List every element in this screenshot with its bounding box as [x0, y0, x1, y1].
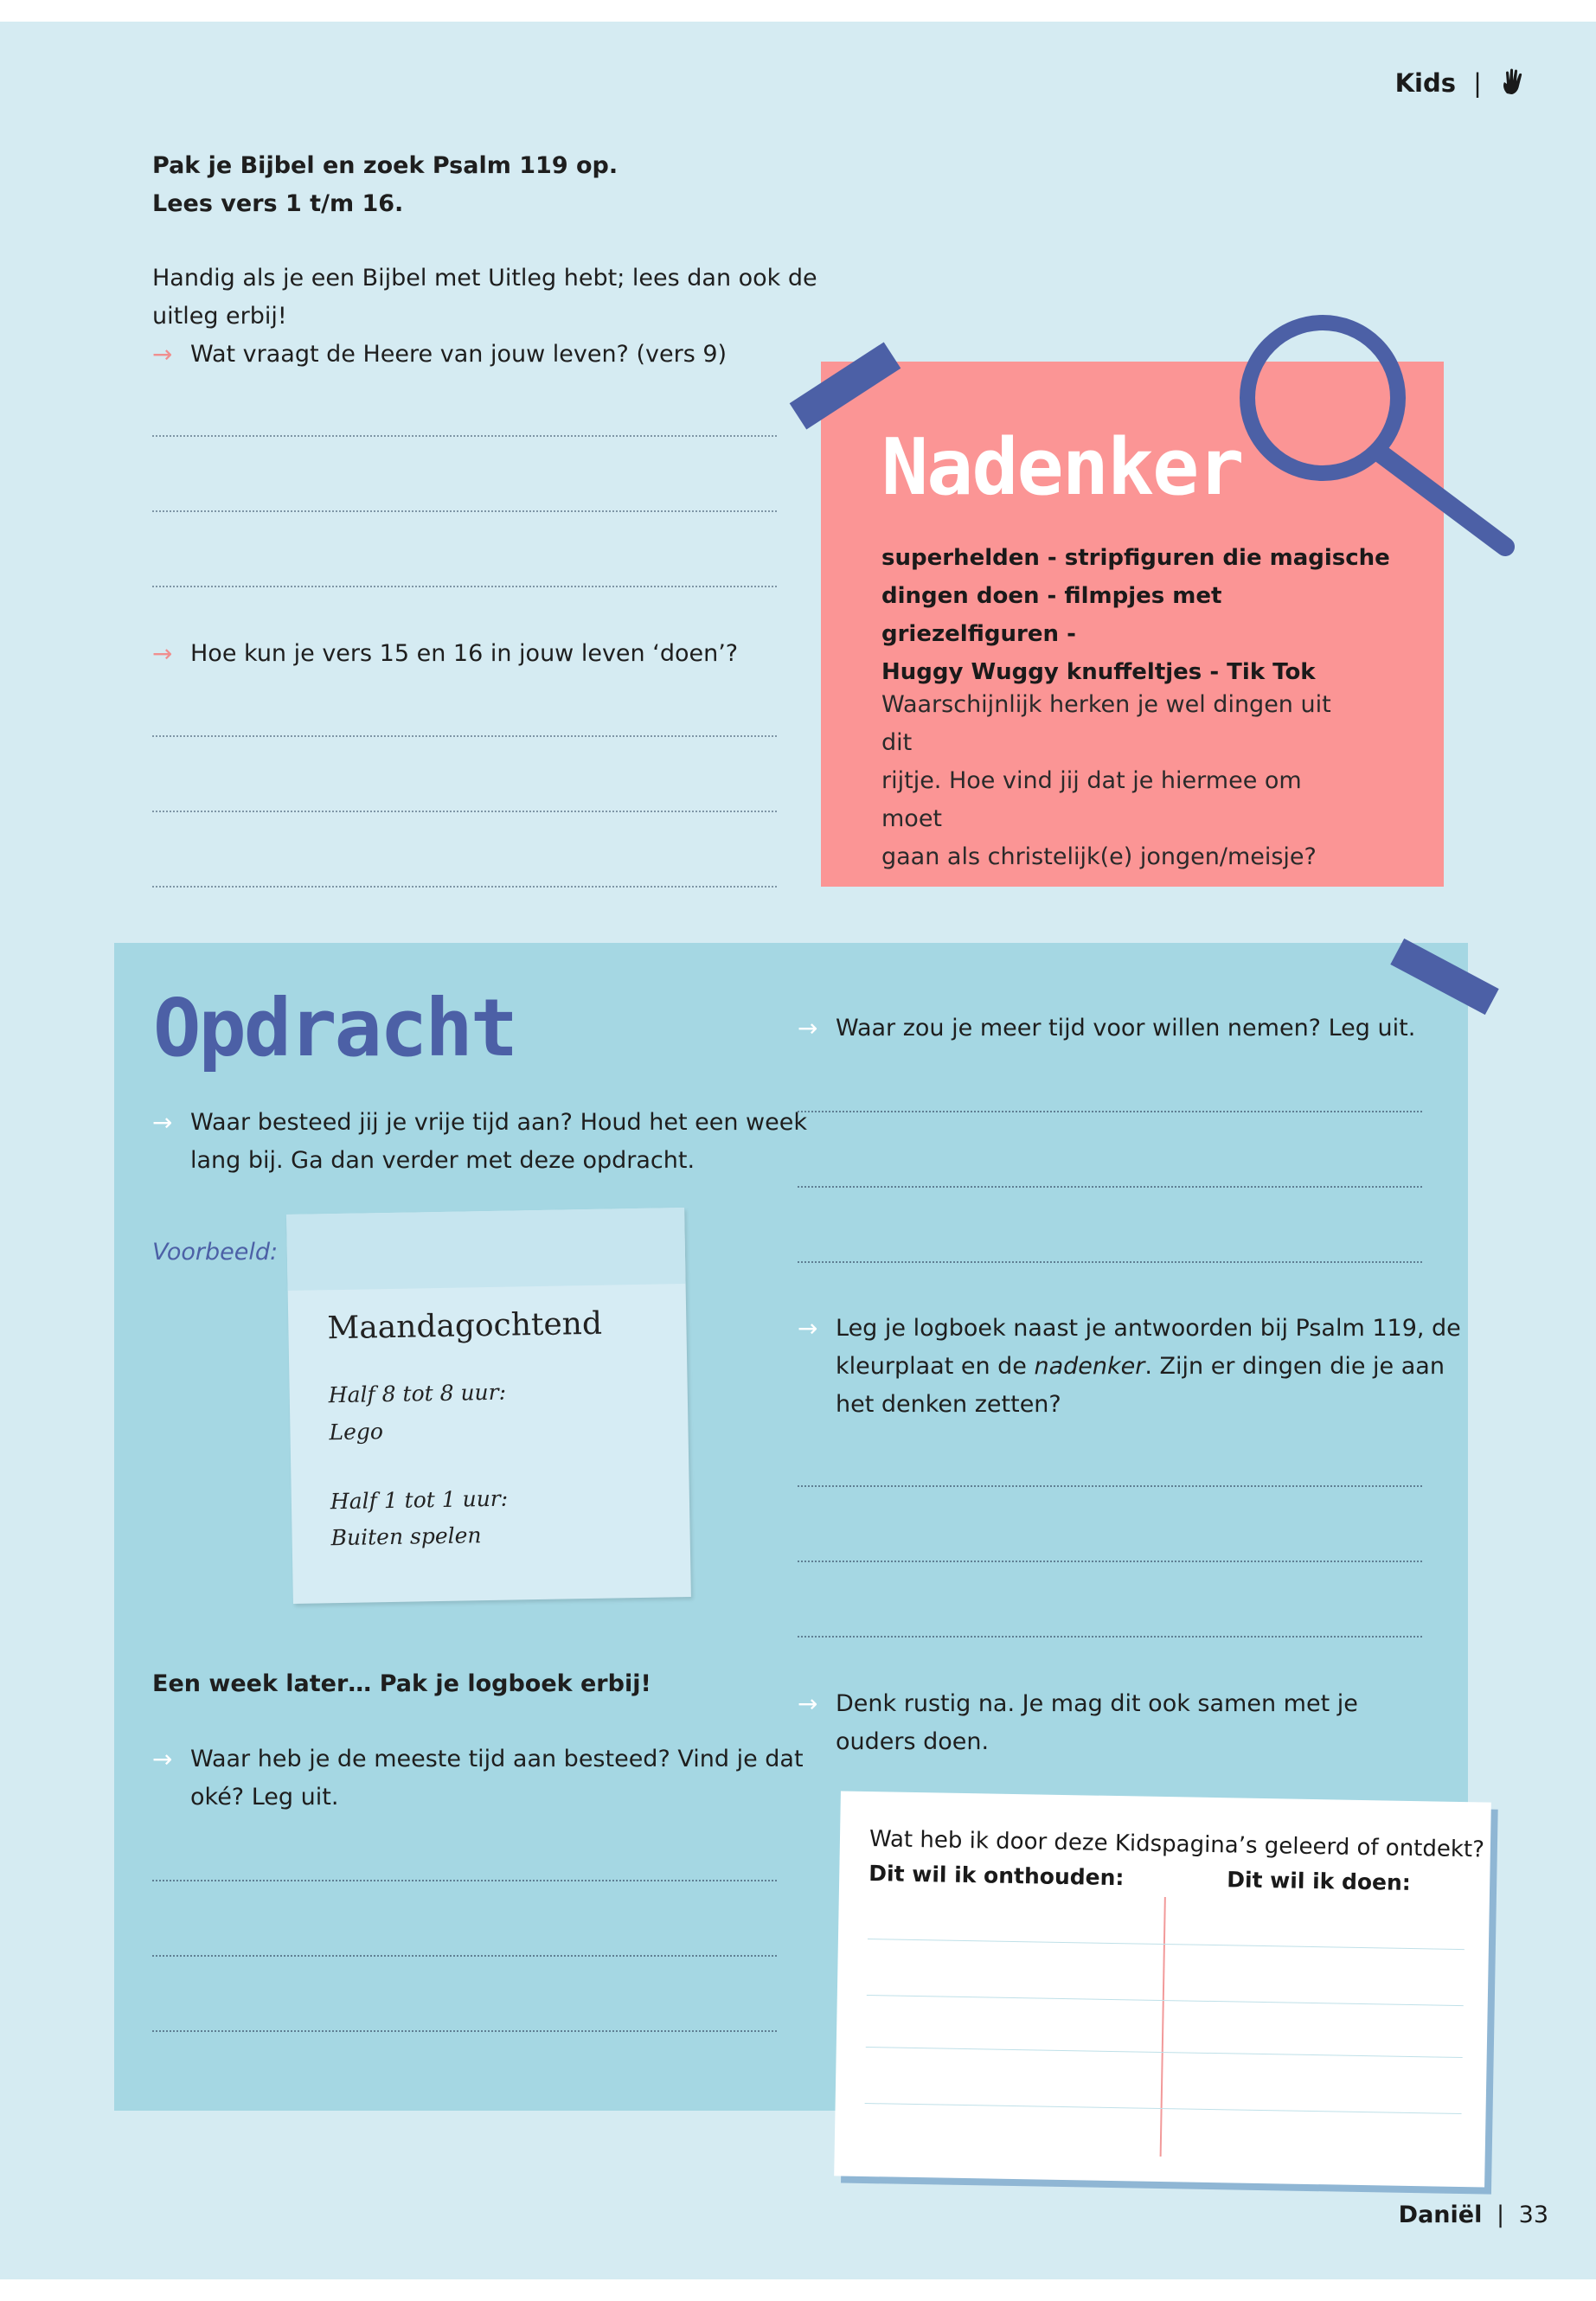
question-text: oké? Leg uit.	[190, 1784, 339, 1811]
nadenker-title: Nadenker	[881, 422, 1243, 513]
answer-line[interactable]	[152, 2030, 777, 2032]
card-divider	[1160, 1897, 1166, 2157]
answer-line[interactable]	[798, 1561, 1422, 1562]
question-text: Wat vraagt de Heere van jouw leven? (vers 9)	[190, 341, 727, 368]
example-note	[286, 1208, 691, 1604]
magnifier-icon	[1233, 311, 1527, 571]
question-vers-15-16	[152, 635, 738, 673]
nadenker-body-line: gaan als christelijk(e) jongen/meisje?	[881, 843, 1317, 870]
arrow-icon: →	[798, 1689, 818, 1718]
question-text: ouders doen.	[836, 1728, 990, 1755]
intro-body-line-1: Handig als je een Bijbel met Uitleg hebt; lees dan ook de	[152, 265, 817, 292]
question-denk-na	[798, 1685, 1358, 1761]
question-text: Waar heb je de meeste tijd aan besteed? Vind je dat	[190, 1746, 804, 1772]
question-meer-tijd	[798, 1009, 1415, 1048]
voorbeeld-label: Voorbeeld:	[152, 1239, 279, 1266]
card-line[interactable]	[868, 1939, 1465, 1950]
answer-line[interactable]	[152, 1955, 777, 1957]
question-meeste-tijd	[152, 1740, 804, 1817]
intro-heading: Pak je Bijbel en zoek Psalm 119 op.	[152, 152, 619, 179]
answer-line[interactable]	[798, 1485, 1422, 1487]
intro-subheading: Lees vers 1 t/m 16.	[152, 190, 404, 217]
question-text: Leg je logboek naast je antwoorden bij Psalm 119, de	[836, 1315, 1461, 1342]
section-label: Kids	[1394, 68, 1456, 98]
card-line[interactable]	[867, 1995, 1464, 2006]
question-vers-9	[152, 336, 727, 374]
answer-line[interactable]	[152, 510, 777, 512]
footer-separator: |	[1496, 2202, 1505, 2228]
card-left-heading: Dit wil ik onthouden:	[869, 1861, 1125, 1891]
note-time-2: Half 1 tot 1 uur:	[330, 1485, 509, 1515]
arrow-icon: →	[152, 1108, 173, 1137]
note-day: Maandagochtend	[327, 1305, 603, 1347]
question-text	[836, 1348, 1467, 1386]
answer-line[interactable]	[798, 1261, 1422, 1263]
card-question: Wat heb ik door deze Kidspagina’s geleerd of ontdekt?	[869, 1826, 1485, 1863]
question-text: lang bij. Ga dan verder met deze opdracht.	[190, 1147, 695, 1174]
nadenker-body-line: Waarschijnlijk herken je wel dingen uit dit	[881, 691, 1331, 756]
text-part: . Zijn er dingen die je aan	[1144, 1353, 1445, 1380]
arrow-icon: →	[152, 1745, 173, 1773]
card-line[interactable]	[866, 2047, 1463, 2058]
answer-line[interactable]	[152, 735, 777, 737]
nadenker-list-line: Huggy Wuggy knuffeltjes - Tik Tok	[881, 659, 1316, 685]
note-time-1: Half 8 tot 8 uur:	[328, 1379, 507, 1408]
question-logboek	[798, 1310, 1467, 1424]
question-text: Denk rustig na. Je mag dit ook samen met je	[836, 1690, 1358, 1717]
opdracht-title: Opdracht	[153, 982, 516, 1074]
note-top-strip	[286, 1208, 685, 1291]
question-text: Waar besteed jij je vrije tijd aan? Houd het een week	[190, 1109, 807, 1136]
nadenker-emphasis: nadenker	[1034, 1353, 1145, 1380]
section-header	[1395, 67, 1529, 98]
question-text: Waar zou je meer tijd voor willen nemen? Leg uit.	[836, 1015, 1416, 1042]
intro-body-line-2: uitleg erbij!	[152, 303, 287, 330]
header-separator: |	[1473, 68, 1482, 98]
page-footer	[1399, 2202, 1548, 2228]
question-text: Hoe kun je vers 15 en 16 in jouw leven ‘doen’?	[190, 640, 739, 667]
arrow-icon: →	[152, 639, 173, 668]
answer-line[interactable]	[798, 1636, 1422, 1638]
answer-line[interactable]	[152, 811, 777, 812]
week-later-heading: Een week later… Pak je logboek erbij!	[152, 1670, 651, 1697]
answer-line[interactable]	[152, 1880, 777, 1881]
answer-line[interactable]	[798, 1186, 1422, 1188]
note-activity-2: Buiten spelen	[330, 1522, 482, 1551]
card-right-heading: Dit wil ik doen:	[1226, 1867, 1412, 1895]
nadenker-list-line: superhelden - stripfiguren die magische	[881, 545, 1390, 571]
question-text: het denken zetten?	[836, 1391, 1061, 1418]
nadenker-list-line: dingen doen - filmpjes met griezelfiguren -	[881, 583, 1222, 647]
question-vrije-tijd	[152, 1104, 807, 1180]
arrow-icon: →	[798, 1014, 818, 1042]
hand-icon	[1499, 67, 1529, 97]
note-activity-1: Lego	[329, 1419, 384, 1445]
answer-line[interactable]	[152, 886, 777, 888]
reflection-card	[834, 1791, 1491, 2187]
page-number: 33	[1518, 2202, 1548, 2228]
answer-line[interactable]	[152, 435, 777, 437]
arrow-icon: →	[152, 340, 173, 369]
answer-line[interactable]	[798, 1111, 1422, 1112]
text-part: kleurplaat en de	[836, 1353, 1035, 1380]
book-name: Daniël	[1398, 2202, 1483, 2228]
card-line[interactable]	[865, 2103, 1462, 2114]
nadenker-body	[881, 686, 1366, 876]
answer-line[interactable]	[152, 586, 777, 587]
nadenker-body-line: rijtje. Hoe vind jij dat je hiermee om moet	[881, 767, 1302, 832]
arrow-icon: →	[798, 1314, 818, 1343]
